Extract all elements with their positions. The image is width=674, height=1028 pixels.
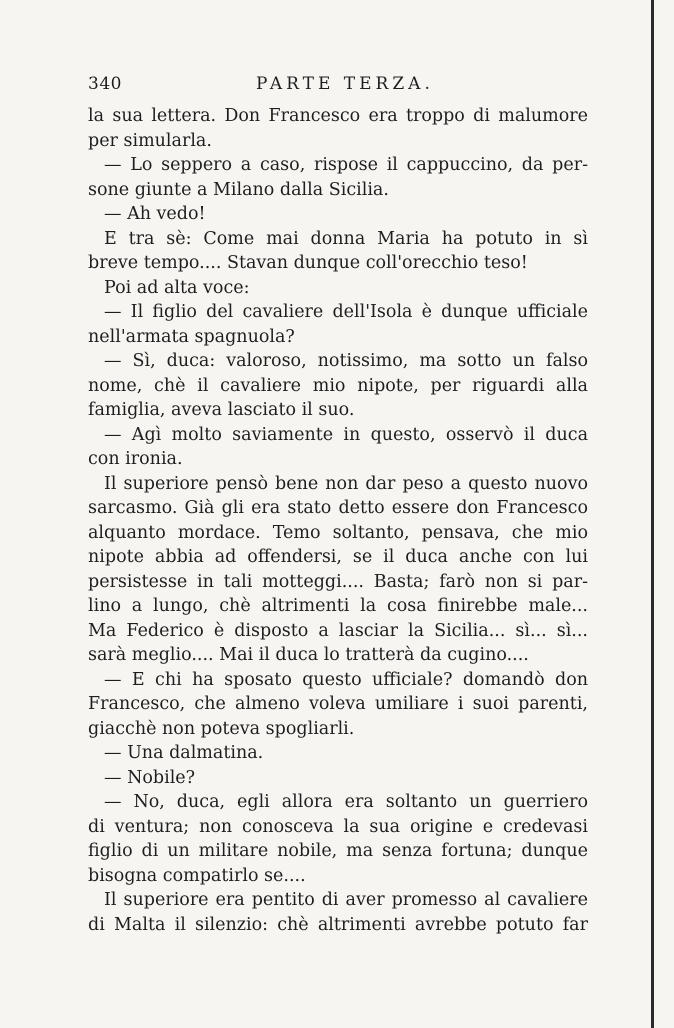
text-line: lino a lungo, chè altrimenti la cosa finirebbe male...: [88, 596, 588, 616]
page-number: 340: [88, 74, 122, 94]
text-line: sone giunte a Milano dalla Sicilia.: [88, 179, 389, 200]
text-line: — Nobile?: [104, 767, 196, 788]
text-line: — Sì, duca: valoroso, notissimo, ma sotto un falso: [104, 351, 588, 371]
text-line: Poi ad alta voce:: [104, 277, 250, 298]
text-line: Il superiore era pentito di aver promesso al cavaliere: [104, 890, 588, 910]
text-line: la sua lettera. Don Francesco era troppo di malumore: [88, 106, 588, 126]
text-line: per simularla.: [88, 130, 212, 151]
text-line: Ma Federico è disposto a lasciar la Sicilia... sì... sì...: [88, 620, 588, 641]
text-line: nell'armata spagnuola?: [88, 326, 295, 347]
text-line: breve tempo.... Stavan dunque coll'orecchio teso!: [88, 253, 528, 273]
text-line: con ironia.: [88, 449, 183, 469]
text-line: di ventura; non conosceva la sua origine e credevasi: [88, 816, 588, 837]
text-line: Francesco, che almeno voleva umiliare i suoi parenti,: [88, 694, 588, 714]
text-line: — Il figlio del cavaliere dell'Isola è dunque ufficiale: [104, 302, 588, 322]
text-line: — E chi ha sposato questo ufficiale? domandò don: [104, 669, 588, 690]
text-line: alquanto mordace. Temo soltanto, pensava, che mio: [88, 522, 588, 543]
text-line: persistesse in tali motteggi.... Basta; farò non si par-: [88, 571, 588, 592]
page-edge-shadow: [651, 0, 654, 1028]
text-line: — Ah vedo!: [104, 204, 206, 224]
text-line: bisogna compatirlo se....: [88, 865, 306, 886]
page-header: [88, 74, 588, 94]
text-line: — Lo seppero a caso, rispose il cappuccino, da per-: [104, 155, 588, 175]
text-line: nome, chè il cavaliere mio nipote, per riguardi alla: [88, 375, 588, 396]
text-line: sarà meglio.... Mai il duca lo tratterà da cugino....: [88, 645, 529, 665]
body-text: [88, 104, 588, 937]
text-line: Il superiore pensò bene non dar peso a questo nuovo: [104, 473, 588, 494]
text-line: — Agì molto saviamente in questo, osservò il duca: [104, 424, 588, 445]
text-line: figlio di un militare nobile, ma senza fortuna; dunque: [88, 841, 588, 861]
text-line: sarcasmo. Già gli era stato detto essere don Francesco: [88, 498, 588, 518]
text-line: — Una dalmatina.: [104, 743, 264, 763]
text-line: giacchè non poteva spogliarli.: [88, 718, 355, 739]
text-line: — No, duca, egli allora era soltanto un guerriero: [104, 792, 588, 812]
text-line: E tra sè: Come mai donna Maria ha potuto in sì: [104, 228, 588, 249]
text-line: di Malta il silenzio: chè altrimenti avrebbe potuto far: [88, 914, 588, 935]
running-title: PARTE TERZA.: [256, 74, 434, 94]
text-line: nipote abbia ad offendersi, se il duca anche con lui: [88, 547, 588, 567]
text-line: famiglia, aveva lasciato il suo.: [88, 400, 355, 420]
